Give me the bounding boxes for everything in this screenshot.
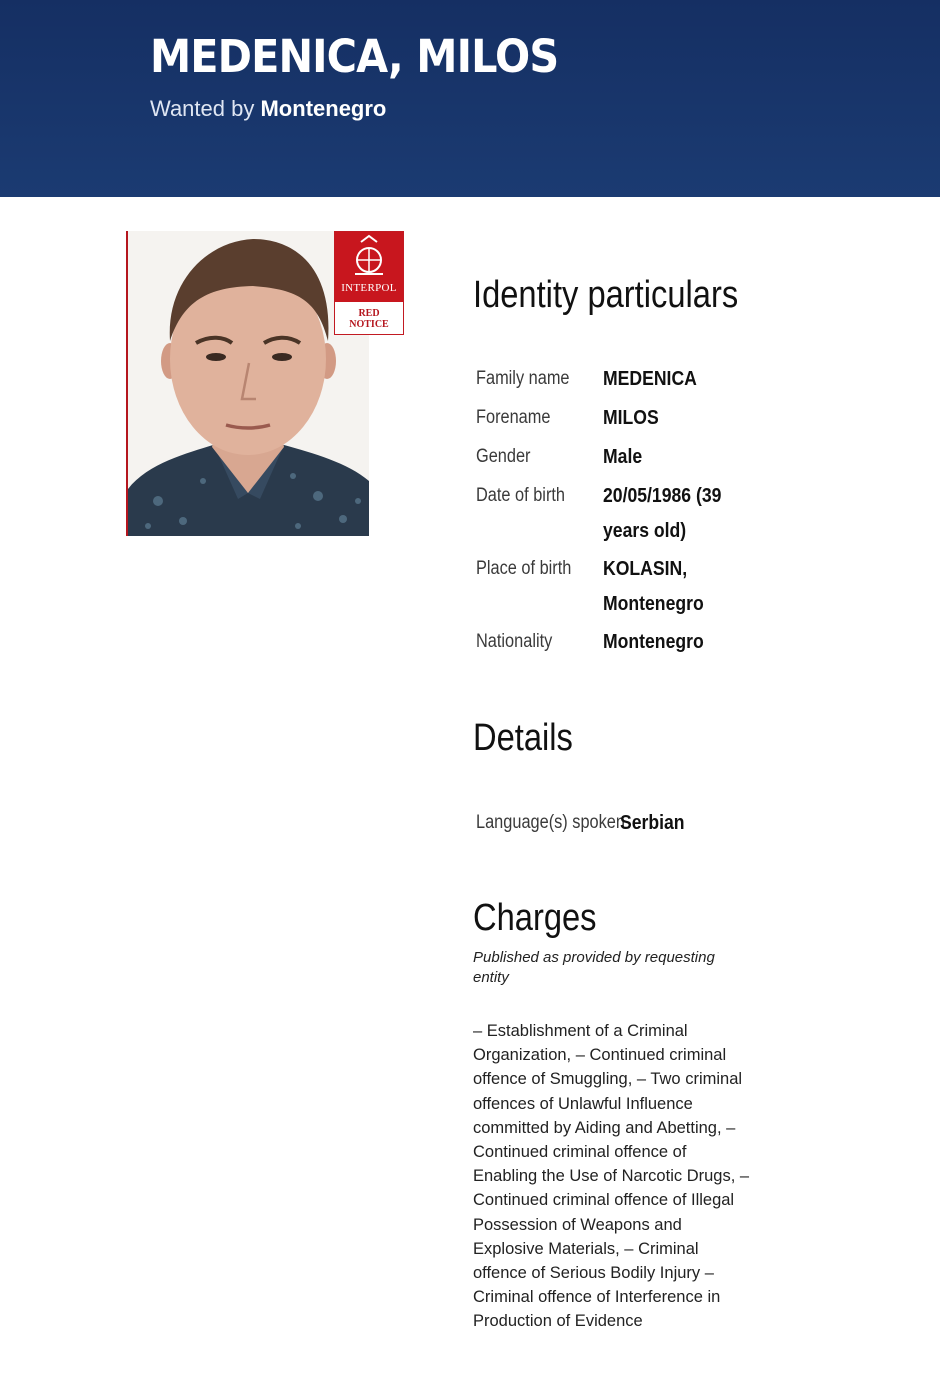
red-notice-label: [335, 308, 403, 330]
wanted-by-label: Wanted by: [150, 96, 255, 121]
identity-heading: Identity particulars: [473, 274, 739, 316]
nationality-label: Nationality: [476, 631, 553, 652]
portrait-image: [128, 231, 369, 536]
family-name-value: MEDENICA: [603, 368, 697, 390]
red-notice-line1: RED: [358, 308, 380, 319]
wanted-by-line: [150, 96, 386, 122]
language-value: Serbian: [620, 812, 685, 834]
interpol-globe-icon: [335, 232, 403, 282]
language-label: Language(s) spoken: [476, 812, 625, 833]
interpol-label: INTERPOL: [341, 282, 397, 294]
suspect-photo: [126, 231, 369, 536]
forename-value: MILOS: [603, 407, 659, 429]
page-title: MEDENICA, MILOS: [150, 30, 559, 83]
gender-value: Male: [603, 446, 643, 468]
charges-subtitle: Published as provided by requesting entity: [473, 949, 715, 986]
date-of-birth-value: 20/05/1986 (39 years old): [603, 485, 722, 542]
red-notice-badge: [334, 231, 404, 335]
date-of-birth-label: Date of birth: [476, 485, 566, 506]
charges-heading: Charges: [473, 897, 597, 939]
red-notice-line2: NOTICE: [349, 319, 389, 330]
place-of-birth-label: Place of birth: [476, 558, 572, 579]
gender-label: Gender: [476, 446, 531, 467]
forename-label: Forename: [476, 407, 551, 428]
family-name-label: Family name: [476, 368, 570, 389]
wanted-by-country: Montenegro: [260, 96, 387, 121]
charges-text: – Establishment of a Criminal Organization, – Continued criminal offence of Smuggling, – Two criminal offences of Unlawful Influence committed by Aiding and Abetting, – Continued criminal offence of Enabling the Use of Narcotic Drugs, – Continued criminal offence of Illegal Possession of Weapons and Explosive Materials, – Criminal offence of Serious Bodily Injury – Criminal offence of Interference in Production of Evidence: [473, 1022, 750, 1331]
details-heading: Details: [473, 717, 573, 759]
nationality-value: Montenegro: [603, 631, 704, 653]
page-header: [0, 0, 940, 197]
place-of-birth-value: KOLASIN, Montenegro: [603, 558, 704, 615]
